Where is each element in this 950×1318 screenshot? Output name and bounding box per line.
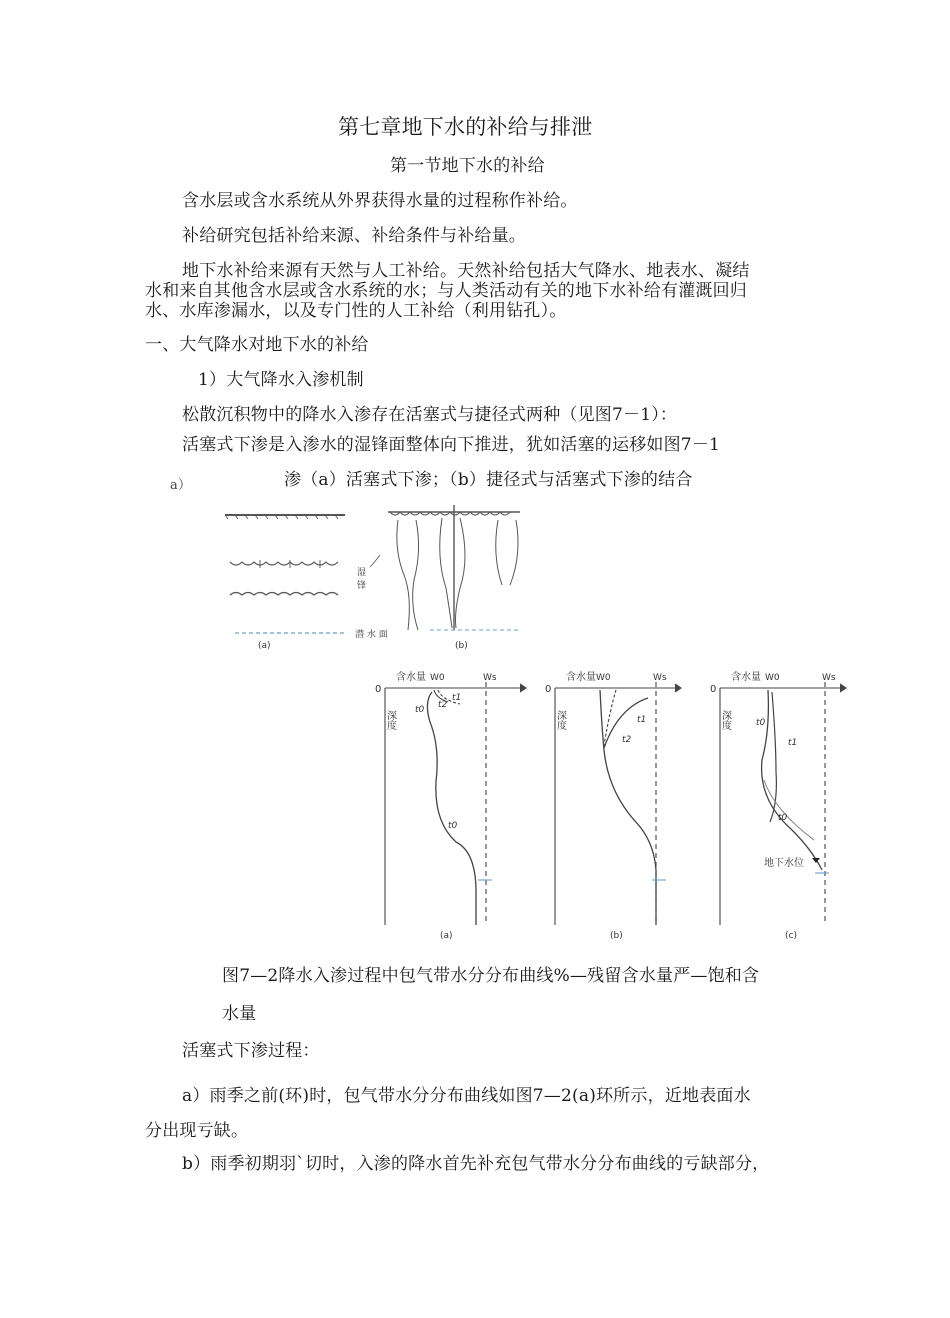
figure-1b-combined (370, 505, 520, 630)
figure-2b-label-b: (b) (610, 931, 623, 941)
paragraph-3-line-1: 地下水补给来源有天然与人工补给。天然补给包括大气降水、地表水、凝结 (182, 261, 750, 281)
figure-2b-label-moisture: 含水量 (566, 672, 596, 683)
figure-2a-label-t1: t1 (452, 693, 462, 703)
figure-1-label-wet: 湿 (357, 568, 367, 578)
figure-2c-label-zero: 0 (710, 684, 717, 695)
heading-2: 1）大气降水入渗机制 (198, 370, 364, 390)
figure-2c-label-depth: 深度 (719, 710, 731, 730)
figure-2b-label-ws: Ws (653, 673, 667, 683)
figure-2-caption-line-2: 水量 (222, 1004, 257, 1024)
figure-2-caption-line-1: 图7—2降水入渗过程中包气带水分分布曲线%—残留含水量严—饱和含 (222, 966, 760, 986)
figure-2c-label-c: (c) (785, 931, 797, 941)
figure-1-label-b: (b) (455, 641, 468, 650)
figure-2b-label-depth: 深度 (554, 710, 566, 730)
figure-2b-label-t2: t2 (622, 735, 632, 745)
figure-1-label-a: (a) (258, 641, 271, 650)
figure-2a-label-moisture: 含水量 (396, 672, 426, 683)
figure-1-label-front: 锋 (357, 581, 367, 591)
figure-2a-label-depth: 深度 (384, 710, 396, 730)
figure-2a-label-t2: t2 (438, 700, 448, 710)
figure-1a-piston (225, 515, 345, 633)
paragraph-6: 活塞式下渗过程： (182, 1041, 320, 1061)
figure-2a-label-a: (a) (440, 931, 453, 941)
figure-2b-label-t1: t1 (637, 715, 647, 725)
figure-2-panel-a (385, 682, 526, 925)
figure-2b-label-w0: W0 (596, 673, 611, 683)
paragraph-5: 活塞式下渗是入渗水的湿锋面整体向下推进，犹如活塞的运移如图7－1 (182, 435, 721, 455)
paragraph-7-line-2: 分出现亏缺。 (145, 1121, 249, 1141)
paragraph-3-line-3: 水、水库渗漏水，以及专门性的人工补给（利用钻孔）。 (145, 301, 567, 321)
figure-2a-label-zero: 0 (375, 684, 382, 695)
figure-1-left-mark: a） (170, 478, 192, 493)
figure-2a-label-t0: t0 (415, 705, 425, 715)
figure-2a-label-ws: Ws (483, 673, 497, 683)
figure-2c-label-water-level: 地下水位 (764, 858, 804, 869)
figure-2b-label-zero: 0 (545, 684, 552, 695)
paragraph-2: 补给研究包括补给来源、补给条件与补给量。 (182, 226, 526, 246)
paragraph-4: 松散沉积物中的降水入渗存在活塞式与捷径式两种（见图7－1）： (182, 405, 678, 425)
section-title: 第一节地下水的补给 (390, 156, 545, 176)
figure-2c-label-t0: t0 (756, 718, 766, 728)
figure-2-panel-c (720, 682, 846, 925)
figure-2-panel-b (555, 682, 681, 925)
figure-2c-label-t0-lower: t0 (778, 813, 788, 823)
figure-2a-label-w0: W0 (430, 673, 445, 683)
figure-1 (220, 500, 540, 650)
figure-2c-label-t1: t1 (788, 738, 798, 748)
figure-1-caption: 渗（a）活塞式下渗；（b）捷径式与活塞式下渗的结合 (284, 470, 693, 490)
figure-1-label-phreatic: 潜 水 面 (355, 630, 388, 640)
figure-2 (360, 660, 850, 945)
figure-2c-label-moisture: 含水量 (731, 672, 761, 683)
figure-2c-label-ws: Ws (822, 673, 836, 683)
paragraph-7-line-1: a）雨季之前(环)时，包气带水分分布曲线如图7—2(a)环所示，近地表面水 (182, 1086, 751, 1106)
figure-2a-label-t0-lower: t0 (448, 821, 458, 831)
paragraph-3-line-2: 水和来自其他含水层或含水系统的水；与人类活动有关的地下水补给有灌溉回归 (145, 281, 747, 301)
paragraph-8: b）雨季初期羽`切时，入渗的降水首先补充包气带水分分布曲线的亏缺部分， (182, 1154, 770, 1174)
paragraph-1: 含水层或含水系统从外界获得水量的过程称作补给。 (182, 191, 578, 211)
chapter-title: 第七章地下水的补给与排泄 (338, 115, 593, 139)
figure-2c-label-w0: W0 (765, 673, 780, 683)
heading-1: 一、大气降水对地下水的补给 (145, 335, 369, 355)
